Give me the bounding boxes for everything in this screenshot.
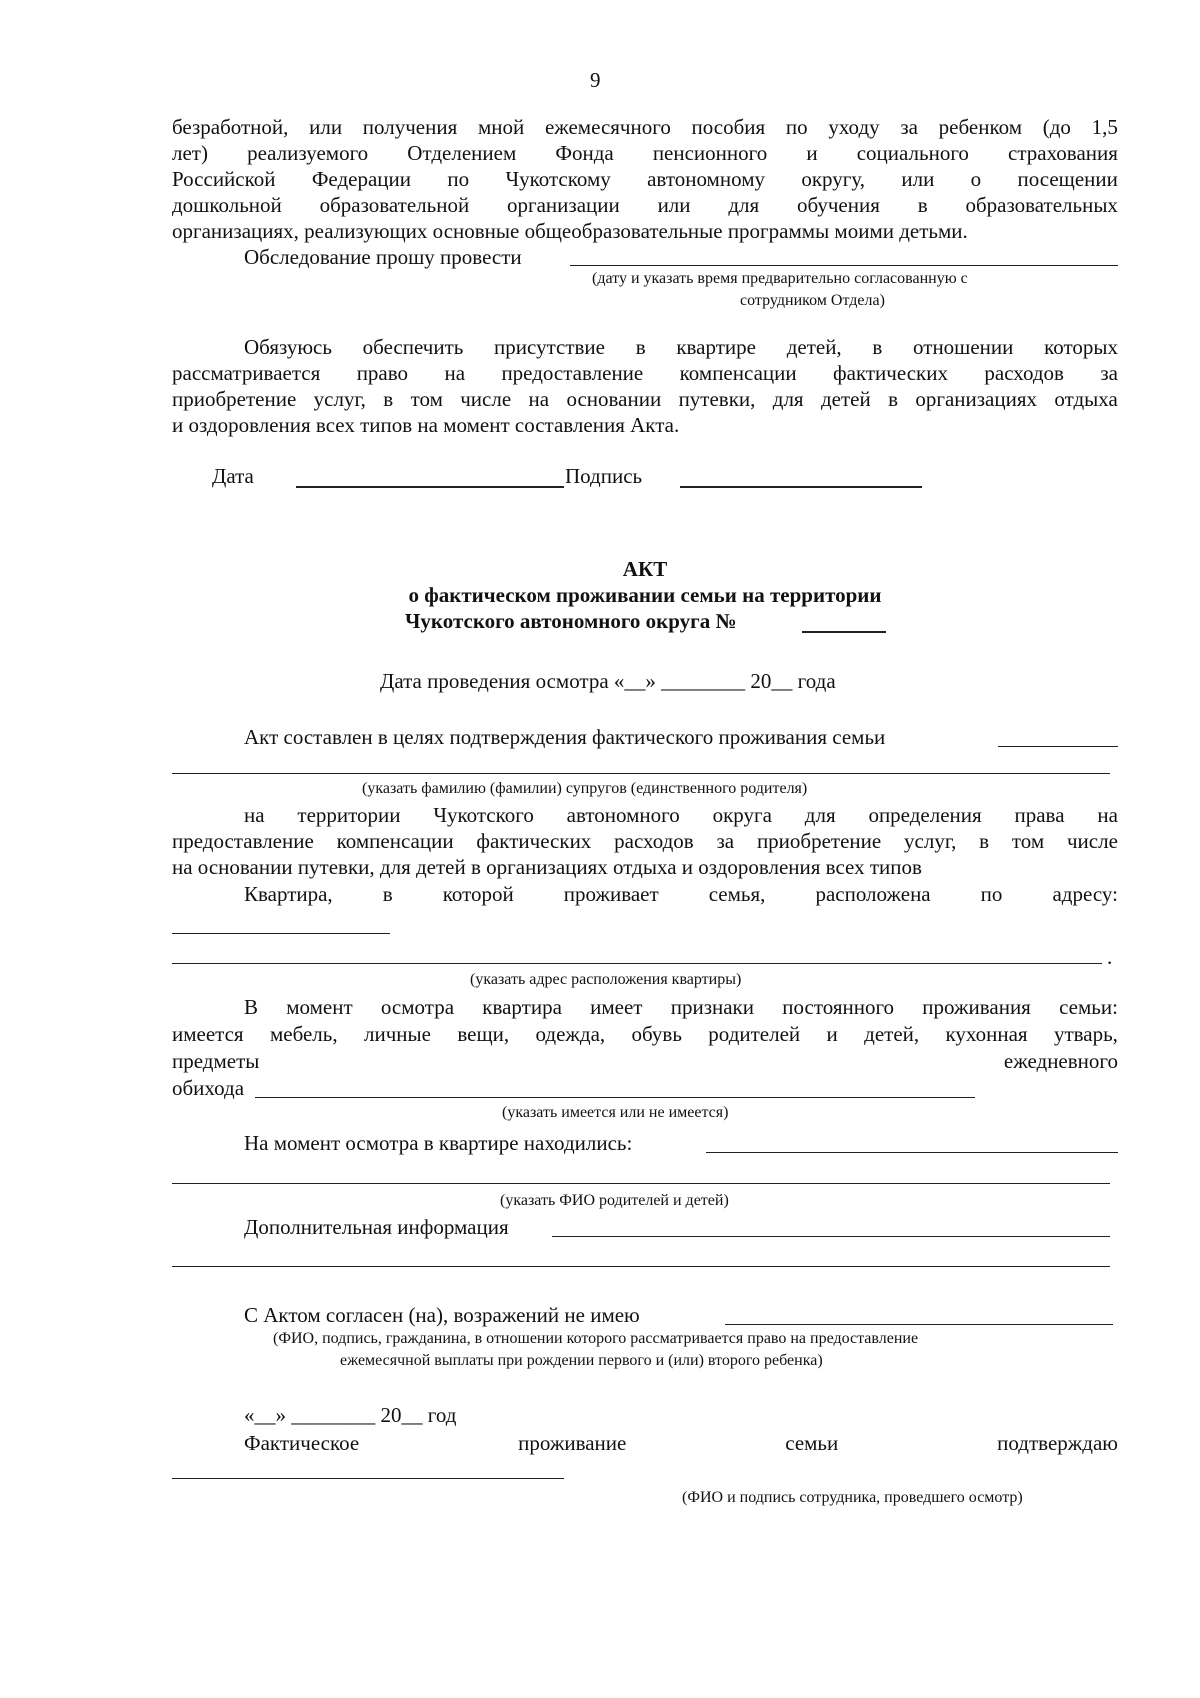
word: за: [716, 829, 735, 853]
employee-hint: (ФИО и подпись сотрудника, проведшего осмотр): [682, 1489, 1023, 1506]
word: образовательных: [965, 193, 1118, 217]
word: проживает: [563, 882, 659, 906]
word: расположена: [815, 882, 931, 906]
date-field[interactable]: [296, 486, 564, 488]
word: Обязуюсь: [244, 335, 332, 359]
signs-field[interactable]: [255, 1097, 975, 1098]
word: в: [872, 335, 883, 359]
word: или: [901, 167, 935, 191]
word: образовательной: [319, 193, 470, 217]
word: Российской: [172, 167, 276, 191]
exam-date-field[interactable]: [570, 265, 1118, 266]
intro-line-4: [172, 191, 1118, 219]
word: или: [309, 115, 343, 139]
word: том: [1011, 829, 1045, 853]
word: ребенком: [938, 115, 1022, 139]
word: страхования: [1008, 141, 1118, 165]
word: услуг,: [904, 829, 957, 853]
obligation-line-1: [244, 333, 1118, 361]
family-field-b[interactable]: [172, 773, 1110, 774]
word: осмотра: [380, 995, 455, 1019]
word: предметы: [172, 1049, 260, 1073]
word: уходу: [828, 115, 880, 139]
word: квартире: [676, 335, 756, 359]
word: детей,: [786, 335, 842, 359]
word: присутствие: [494, 335, 605, 359]
word: приобретение: [756, 829, 882, 853]
word: на: [444, 361, 466, 385]
word: числе: [460, 387, 512, 411]
signature-field[interactable]: [680, 486, 922, 488]
word: безработной,: [172, 115, 289, 139]
word: социального: [856, 141, 969, 165]
extra-info-label: Дополнительная информация: [244, 1215, 509, 1239]
exam-request-label: Обследование прошу провести: [244, 245, 522, 269]
word: которой: [442, 882, 514, 906]
word: округу,: [801, 167, 866, 191]
word: организациях: [915, 387, 1038, 411]
word: мебель,: [269, 1022, 338, 1046]
agree-hint-1: (ФИО, подпись, гражданина, в отношении которого рассматривается право на предоставление: [273, 1330, 919, 1347]
word: подтверждаю: [997, 1431, 1118, 1455]
present-field-a[interactable]: [706, 1152, 1118, 1153]
intro-line-5: организациях, реализующих основные общеобразовательные программы моими детьми.: [172, 219, 968, 243]
word: признаки: [670, 995, 754, 1019]
word: за: [900, 115, 918, 139]
word: личные: [364, 1022, 431, 1046]
word: вещи,: [457, 1022, 510, 1046]
final-date: «__» ________ 20__ год: [244, 1403, 457, 1427]
territory-line-3: на основании путевки, для детей в организациях отдыха и оздоровления всех типов: [172, 855, 922, 879]
agree-field[interactable]: [725, 1324, 1113, 1325]
word: которых: [1044, 335, 1118, 359]
word: квартира: [482, 995, 562, 1019]
address-line: [244, 880, 1118, 908]
word: адресу:: [1052, 882, 1118, 906]
word: семья,: [708, 882, 766, 906]
inspection-date: Дата проведения осмотра «__» ________ 20__ года: [380, 669, 836, 693]
signs-line-1: [244, 993, 1118, 1021]
word: по: [980, 882, 1003, 906]
word: рассматривается: [172, 361, 321, 385]
word: для: [772, 387, 804, 411]
confirm-line: [244, 1429, 1118, 1457]
word: услуг,: [313, 387, 366, 411]
word: кухонная: [945, 1022, 1028, 1046]
word: фактических: [476, 829, 592, 853]
word: Отделением: [407, 141, 517, 165]
word: компенсации: [679, 361, 797, 385]
present-field-b[interactable]: [172, 1183, 1110, 1184]
act-number-field[interactable]: [802, 631, 886, 633]
word: о: [970, 167, 982, 191]
intro-line-3: [172, 165, 1118, 193]
word: по: [785, 115, 808, 139]
signature-label: Подпись: [565, 464, 643, 488]
word: обучения: [796, 193, 880, 217]
word: приобретение: [172, 387, 297, 411]
word: В: [244, 995, 259, 1019]
intro-line-1: [172, 113, 1118, 141]
word: пособия: [691, 115, 766, 139]
family-field-a[interactable]: [998, 746, 1118, 747]
word: мной: [477, 115, 525, 139]
present-hint: (указать ФИО родителей и детей): [500, 1192, 729, 1209]
word: предоставление: [172, 829, 314, 853]
word: 1,5: [1091, 115, 1118, 139]
word: проживание: [518, 1431, 627, 1455]
word: для: [804, 803, 836, 827]
signs-hint: (указать имеется или не имеется): [502, 1104, 729, 1121]
word: семьи: [785, 1431, 839, 1455]
obligation-line-2: [172, 359, 1118, 387]
word: утварь,: [1053, 1022, 1118, 1046]
word: в: [382, 882, 393, 906]
word: на: [1097, 803, 1118, 827]
word: компенсации: [336, 829, 454, 853]
word: Квартира,: [244, 882, 333, 906]
word: Чукотского: [433, 803, 534, 827]
word: право: [356, 361, 409, 385]
word: дошкольной: [172, 193, 282, 217]
word: территории: [297, 803, 401, 827]
word: момент: [286, 995, 353, 1019]
word: пенсионного: [652, 141, 768, 165]
word: обувь: [631, 1022, 682, 1046]
word: ежедневного: [1003, 1049, 1118, 1073]
word: за: [1100, 361, 1118, 385]
word: автономному: [647, 167, 765, 191]
word: лет): [172, 141, 208, 165]
word: посещении: [1017, 167, 1118, 191]
word: на: [244, 803, 265, 827]
word: реализуемого: [247, 141, 369, 165]
territory-line-1: [244, 801, 1118, 829]
exam-hint-2: сотрудником Отдела): [740, 292, 885, 309]
word: (до: [1042, 115, 1071, 139]
word: предоставление: [501, 361, 644, 385]
word: Фонда: [555, 141, 614, 165]
word: для: [728, 193, 760, 217]
act-title: АКТ: [622, 557, 668, 581]
word: отдыха: [1054, 387, 1118, 411]
signs-line-2: [172, 1020, 1118, 1048]
obligation-line-3: [172, 385, 1118, 413]
signs-line-3: [172, 1047, 1118, 1075]
word: фактических: [833, 361, 948, 385]
word: расходов: [984, 361, 1064, 385]
word: родителей: [708, 1022, 801, 1046]
spouses-hint: (указать фамилию (фамилии) супругов (единственного родителя): [362, 780, 808, 797]
word: в: [917, 193, 928, 217]
word: Федерации: [311, 167, 412, 191]
word: в: [635, 335, 646, 359]
word: в: [888, 387, 898, 411]
agree-label: С Актом согласен (на), возражений не имею: [244, 1303, 640, 1327]
word: том: [410, 387, 443, 411]
word: проживания: [922, 995, 1031, 1019]
word: постоянного: [782, 995, 895, 1019]
word: ежемесячного: [544, 115, 671, 139]
word: получения: [362, 115, 458, 139]
word: определения: [868, 803, 982, 827]
word: на: [528, 387, 550, 411]
word: детей,: [864, 1022, 920, 1046]
territory-line-2: [172, 827, 1118, 855]
address-field-a[interactable]: [172, 933, 390, 934]
act-subtitle-2: Чукотского автономного округа №: [405, 609, 737, 633]
word: и: [806, 141, 818, 165]
word: автономного: [566, 803, 680, 827]
word: обеспечить: [362, 335, 464, 359]
word: организации: [507, 193, 620, 217]
word: в: [979, 829, 990, 853]
word: детей: [820, 387, 871, 411]
address-field-b[interactable]: [172, 963, 1102, 964]
word: в: [383, 387, 394, 411]
exam-hint-1: (дату и указать время предварительно согласованную с: [592, 270, 968, 287]
word: путевки,: [678, 387, 756, 411]
page-number: 9: [590, 68, 601, 92]
date-label: Дата: [212, 464, 254, 488]
present-label: На момент осмотра в квартире находились:: [244, 1131, 633, 1155]
purpose-text: Акт составлен в целях подтверждения фактического проживания семьи: [244, 725, 886, 749]
word: основании: [566, 387, 662, 411]
word: отношении: [913, 335, 1014, 359]
word: Чукотскому: [505, 167, 611, 191]
word: по: [447, 167, 470, 191]
extra-info-field-b[interactable]: [172, 1266, 1110, 1267]
word: семьи:: [1059, 995, 1118, 1019]
word: и: [826, 1022, 838, 1046]
act-subtitle-1: о фактическом проживании семьи на территории: [408, 583, 882, 607]
word: Фактическое: [244, 1431, 360, 1455]
word: числе: [1066, 829, 1118, 853]
word: округа: [712, 803, 772, 827]
word: имеет: [590, 995, 643, 1019]
extra-info-field-a[interactable]: [552, 1236, 1110, 1237]
address-hint: (указать адрес расположения квартиры): [470, 971, 742, 988]
word: расходов: [614, 829, 694, 853]
agree-hint-2: ежемесячной выплаты при рождении первого и (или) второго ребенка): [340, 1352, 823, 1369]
signs-line-4: обихода: [172, 1076, 245, 1100]
word: одежда,: [535, 1022, 606, 1046]
intro-line-2: [172, 139, 1118, 167]
word: имеется: [172, 1022, 244, 1046]
obligation-line-4: и оздоровления всех типов на момент составления Акта.: [172, 413, 680, 437]
word: права: [1014, 803, 1065, 827]
address-end: .: [1107, 945, 1113, 969]
word: или: [657, 193, 691, 217]
employee-field[interactable]: [172, 1478, 564, 1479]
